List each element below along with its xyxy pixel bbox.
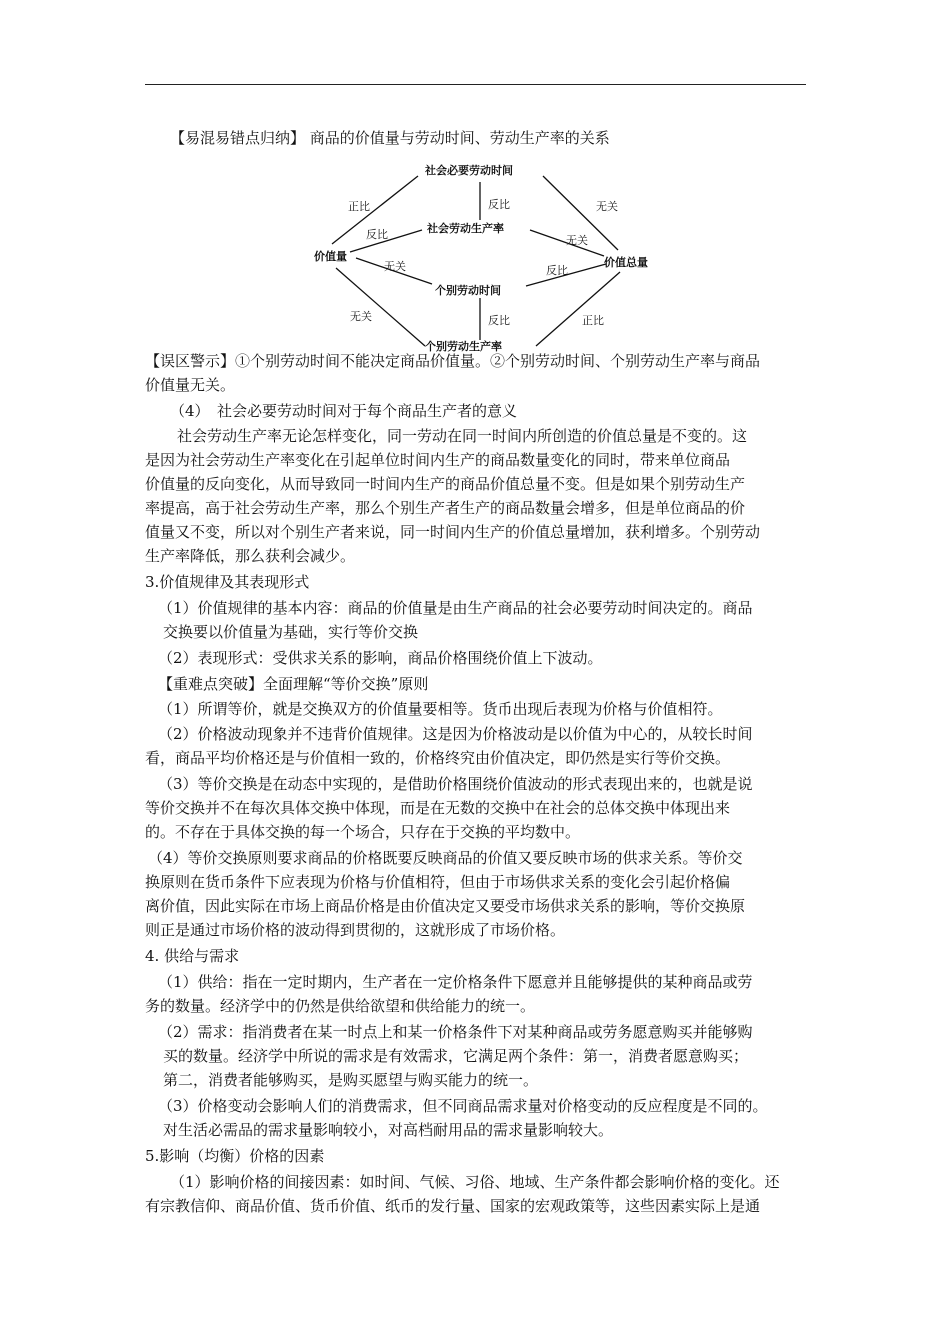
- label-top-right: 无关: [596, 200, 618, 213]
- paragraph-line: 等价交换并不在每次具体交换中体现，而是在无数的交换中在社会的总体交换中体现出来: [145, 799, 731, 817]
- label-left-center-upper: 反比: [366, 228, 388, 241]
- paragraph-line: 看，商品平均价格还是与价值相一致的，价格终究由价值决定，即仍然是实行等价交换。: [145, 749, 731, 767]
- node-total-value: 价值总量: [604, 256, 648, 269]
- paragraph-line: （1）供给：指在一定时期内，生产者在一定价格条件下愿意并且能够提供的某种商品或劳: [158, 973, 753, 991]
- paragraph-line: 离价值，因此实际在市场上商品价格是由价值决定又要受市场供求关系的影响，等价交换原: [145, 897, 746, 915]
- node-individual-labor-productivity: 个别劳动生产率: [425, 340, 502, 353]
- label-right-center-upper: 无关: [566, 234, 588, 247]
- paragraph-line: 的。不存在于具体交换的每一个场合，只存在于交换的平均数中。: [145, 823, 581, 841]
- paragraph-line: 交换要以价值量为基础，实行等价交换: [163, 623, 419, 641]
- section-heading: 4. 供给与需求: [145, 947, 240, 965]
- section-heading: 3.价值规律及其表现形式: [145, 573, 310, 591]
- section-heading: 5.影响（均衡）价格的因素: [145, 1147, 325, 1165]
- key-point-heading: 【重难点突破】全面理解“等价交换”原则: [158, 675, 429, 693]
- paragraph-line: 值量又不变，所以对个别生产者来说，同一时间内生产的价值总量增加，获利增多。个别劳动: [145, 523, 761, 541]
- label-top-center: 反比: [488, 198, 510, 211]
- mistake-warning-line-1: 【误区警示】①个别劳动时间不能决定商品价值量。②个别劳动时间、个别劳动生产率与商品: [145, 352, 761, 370]
- node-individual-labor-time: 个别劳动时间: [435, 284, 501, 297]
- paragraph-line: 生产率降低，那么获利会减少。: [145, 547, 356, 565]
- paragraph-line: 社会劳动生产率无论怎样变化，同一劳动在同一时间内所创造的价值总量是不变的。这: [177, 427, 748, 445]
- paragraph-line: （4）等价交换原则要求商品的价格既要反映商品的价值又要反映市场的供求关系。等价交: [148, 849, 743, 867]
- label-left-bottom: 无关: [350, 310, 372, 323]
- subsection-heading: （4） 社会必要劳动时间对于每个商品生产者的意义: [170, 402, 518, 420]
- paragraph-line: （1）价值规律的基本内容：商品的价值量是由生产商品的社会必要劳动时间决定的。商品: [158, 599, 753, 617]
- paragraph-line: 换原则在货币条件下应表现为价格与价值相符，但由于市场供求关系的变化会引起价格偏: [145, 873, 731, 891]
- header-rule: [145, 84, 806, 85]
- paragraph-line: 务的数量。经济学中的仍然是供给欲望和供给能力的统一。: [145, 997, 536, 1015]
- mistake-warning-line-2: 价值量无关。: [145, 376, 236, 394]
- edge-right-bottom: [536, 272, 620, 346]
- paragraph-line: （2）需求：指消费者在某一时点上和某一价格条件下对某种商品或劳务愿意购买并能够购: [158, 1023, 753, 1041]
- paragraph-line: （1）所谓等价，就是交换双方的价值量要相等。货币出现后表现为价格与价值相符。: [158, 700, 723, 718]
- paragraph-line: （3）价格变动会影响人们的消费需求，但不同商品需求量对价格变动的反应程度是不同的。: [158, 1097, 768, 1115]
- paragraph-line: 有宗教信仰、商品价值、货币价值、纸币的发行量、国家的宏观政策等，这些因素实际上是通: [145, 1197, 761, 1215]
- paragraph-line: 是因为社会劳动生产率变化在引起单位时间内生产的商品数量变化的同时，带来单位商品: [145, 451, 731, 469]
- paragraph-line: 第二，消费者能够购买，是购买愿望与购买能力的统一。: [163, 1071, 539, 1089]
- paragraph-line: （3）等价交换是在动态中实现的，是借助价格围绕价值波动的形式表现出来的，也就是说: [158, 775, 753, 793]
- paragraph-line: （2）表现形式：受供求关系的影响，商品价格围绕价值上下波动。: [158, 649, 603, 667]
- paragraph-line: 买的数量。经济学中所说的需求是有效需求，它满足两个条件：第一，消费者愿意购买；: [163, 1047, 749, 1065]
- label-top-left: 正比: [348, 200, 370, 213]
- edge-left-bottom: [336, 268, 425, 346]
- node-social-labor-productivity: 社会劳动生产率: [427, 222, 504, 235]
- paragraph-line: 则正是通过市场价格的波动得到贯彻的，这就形成了市场价格。: [145, 921, 566, 939]
- diagram-edges: [332, 176, 620, 346]
- paragraph-line: （2）价格波动现象并不违背价值规律。这是因为价格波动是以价值为中心的，从较长时间: [158, 725, 753, 743]
- paragraph-line: 对生活必需品的需求量影响较小，对高档耐用品的需求量影响较大。: [163, 1121, 614, 1139]
- node-value-quantity: 价值量: [314, 250, 347, 263]
- node-social-necessary-labor-time: 社会必要劳动时间: [425, 164, 513, 177]
- section-title: 【易混易错点归纳】 商品的价值量与劳动时间、劳动生产率的关系: [170, 129, 610, 147]
- label-right-bottom: 正比: [582, 314, 604, 327]
- relationship-diagram: [300, 158, 680, 354]
- paragraph-line: 价值量的反向变化，从而导致同一时间内生产的商品价值总量不变。但是如果个别劳动生产: [145, 475, 746, 493]
- paragraph-line: （1）影响价格的间接因素：如时间、气候、习俗、地域、生产条件都会影响价格的变化。还: [170, 1173, 780, 1191]
- label-lower-bottom: 反比: [488, 314, 510, 327]
- label-right-center-lower: 反比: [546, 264, 568, 277]
- label-left-center-lower: 无关: [384, 260, 406, 273]
- paragraph-line: 率提高，高于社会劳动生产率，那么个别生产者生产的商品数量会增多，但是单位商品的价: [145, 499, 746, 517]
